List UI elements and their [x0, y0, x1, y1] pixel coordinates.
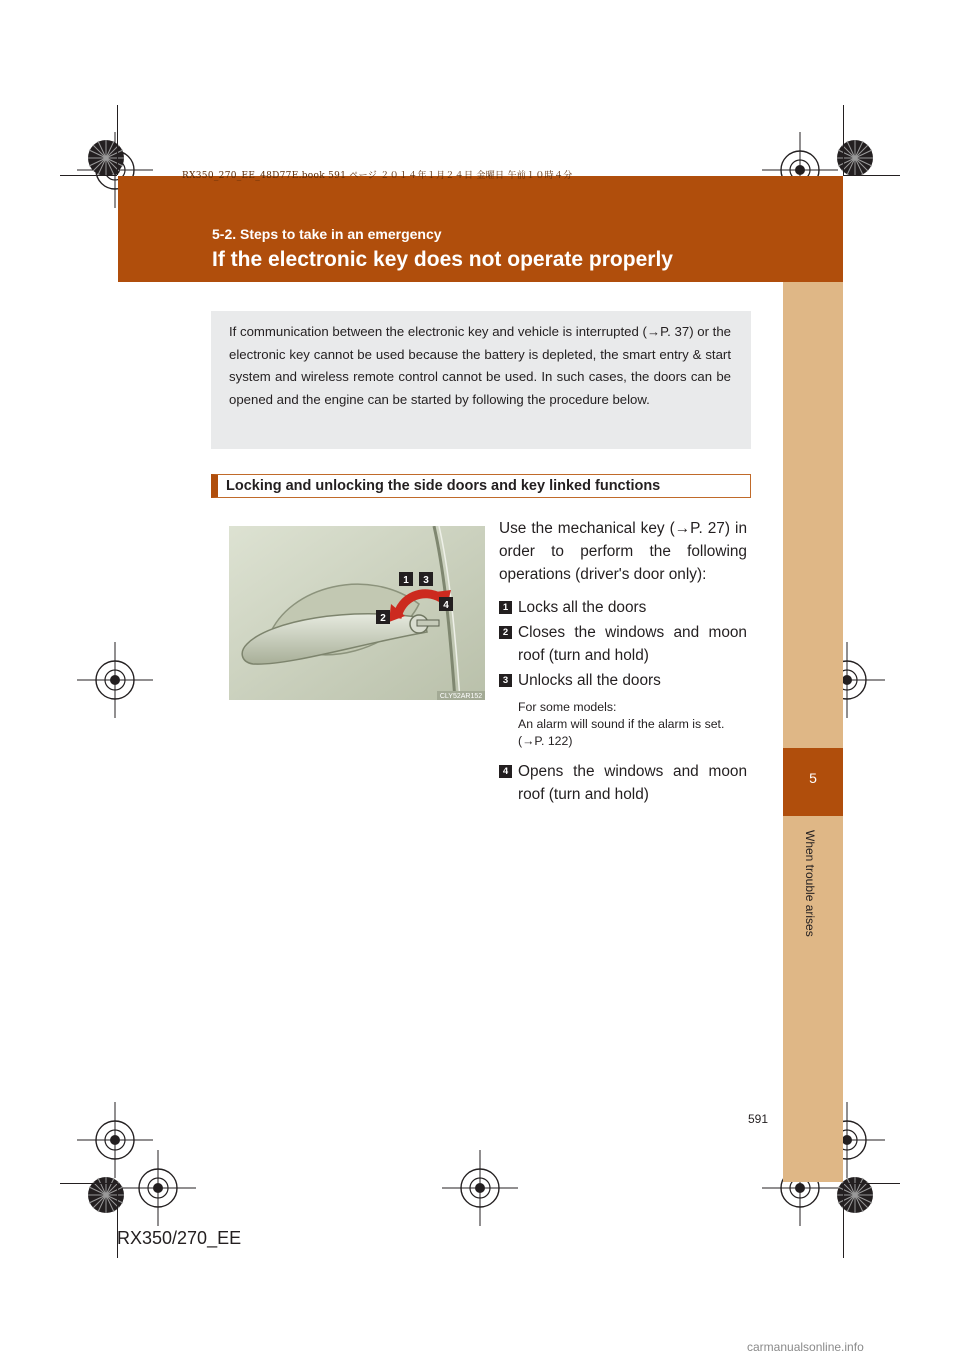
- section-label: 5-2. Steps to take in an emergency: [212, 226, 442, 242]
- subsection-heading-text: Locking and unlocking the side doors and key linked functions: [226, 478, 661, 494]
- crop-mark: [843, 105, 844, 175]
- svg-text:1: 1: [403, 575, 409, 586]
- svg-text:4: 4: [443, 600, 449, 611]
- step-text: Locks all the doors: [518, 599, 647, 616]
- registration-mark-icon: [118, 1148, 198, 1228]
- door-handle-drawing: [229, 526, 485, 700]
- step-number: 1: [499, 601, 512, 614]
- crop-mark: [843, 175, 900, 176]
- crop-mark: [60, 175, 117, 176]
- side-tab: [783, 282, 843, 1182]
- registration-mark-icon: [75, 640, 155, 720]
- subsection-heading: [211, 474, 751, 498]
- instructions: [499, 517, 747, 808]
- door-handle-illustration: [229, 526, 485, 700]
- crop-mark: [60, 1183, 117, 1184]
- crop-mark: [117, 105, 118, 175]
- step-item: [499, 621, 747, 667]
- intro-box: [211, 311, 751, 449]
- page-number: 591: [748, 1112, 769, 1126]
- note-line: For some models:: [518, 700, 617, 714]
- step-item: [499, 760, 747, 806]
- step-text: Unlocks all the doors: [518, 672, 661, 689]
- note-line: An alarm will sound if the alarm is set. (→P. 122): [518, 717, 725, 748]
- step-item: [499, 669, 747, 692]
- alarm-note: [499, 699, 747, 750]
- color-target-icon: [835, 138, 875, 178]
- step-number: 2: [499, 626, 512, 639]
- page-title: If the electronic key does not operate properly: [212, 248, 673, 271]
- color-target-icon: [86, 1175, 126, 1215]
- step-text: Closes the windows and moon roof (turn and hold): [518, 624, 747, 664]
- model-code: RX350/270_EE: [117, 1228, 242, 1248]
- svg-text:3: 3: [423, 575, 429, 586]
- step-item: [499, 596, 747, 619]
- chapter-label: When trouble arises: [803, 830, 817, 937]
- svg-text:2: 2: [380, 613, 386, 624]
- step-text: Opens the windows and moon roof (turn and hold): [518, 763, 747, 803]
- step-number: 4: [499, 765, 512, 778]
- intro-text: If communication between the electronic key and vehicle is interrupted (→P. 37) or the electronic key cannot be used because the battery is depleted, the smart entry & start system and wireless remote control cannot be used. In such cases, the doors can be opened and the engine can be started by following the procedure below.: [229, 324, 731, 407]
- step-number: 3: [499, 674, 512, 687]
- registration-mark-icon: [440, 1148, 520, 1228]
- figure-code: CLY52AR152: [439, 693, 483, 700]
- watermark: carmanualsonline.info: [747, 1340, 864, 1354]
- color-target-icon: [86, 138, 126, 178]
- chapter-number: 5: [809, 770, 817, 786]
- crop-mark: [843, 1183, 900, 1184]
- instructions-lead: Use the mechanical key (→P. 27) in order to perform the following operations (driver's door only):: [499, 520, 747, 583]
- book-info: RX350_270_EE_48D77E.book 591 ページ ２０１４年１月２４日 金曜日 午前１０時４分: [182, 171, 573, 181]
- crop-mark: [843, 1183, 844, 1258]
